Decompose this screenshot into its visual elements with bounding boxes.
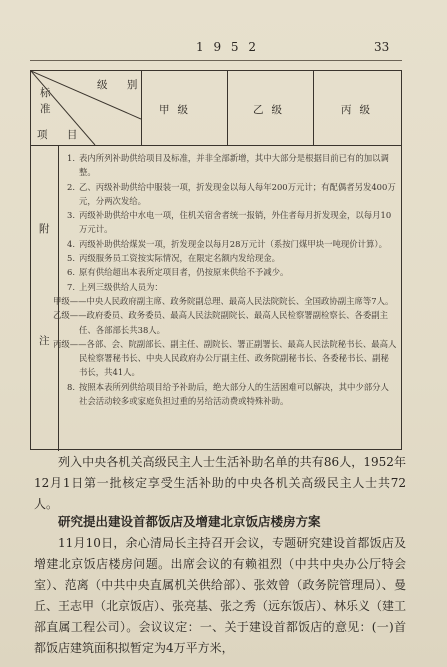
note-subitem: 乙级——政府委员、政务委员、最高人民法院副院长、最高人民检察署副检察长、各委副主任、各部部长共38人。 (53, 310, 388, 335)
header-col-grade-a: 甲级 (159, 104, 196, 116)
note-item: 8. 按照本表所列供给项目给予补助后，绝大部分人的生活困难可以解决，其中少部分人社会活动较多或家庭负担过重的另给活动费或特殊补助。 (67, 381, 389, 407)
side-label-char-2: 注 (39, 335, 50, 347)
note-item: 4. 丙级补助供给煤炭一项，折发现金以每月28万元计（系按门煤甲块一吨现价计算）。 (67, 238, 387, 249)
header-corner-item: 项 目 (37, 129, 86, 141)
header-rule (30, 60, 402, 61)
header-corner-standard: 标 准 (40, 87, 51, 115)
paragraph-subsidy-summary: 列入中央各机关高级民主人士生活补助名单的共有86人，1952年12月1日第一批核定享受生活补助的中央各机关高级民主人士共72人。 (34, 455, 406, 511)
note-subitem: 甲级——中央人民政府副主席、政务院副总理、最高人民法院院长、全国政协副主席等7人。 (53, 295, 394, 306)
note-item: 3. 丙级补助供给中水电一项，住机关宿舍者统一报销，外住者每月折发现金，以每月10万元计。 (67, 210, 392, 235)
header-corner-grade: 级 别 (97, 79, 146, 91)
table-header-row (31, 71, 401, 145)
note-item: 6. 原有供给超出本表所定项目者，仍按原来供给不予减少。 (67, 267, 289, 278)
running-header-year: 1 9 5 2 (196, 40, 259, 54)
col-divider-1 (141, 71, 142, 145)
page-number: 33 (374, 40, 390, 54)
table-notes (53, 151, 397, 408)
header-bottom-rule (31, 145, 401, 146)
note-item: 2. 乙、丙级补助供给中服装一项，折发现金以每人每年200万元计；有配偶者另发400万元，分两次发给。 (67, 181, 396, 206)
note-item: 5. 丙级服务员工资按实际情况，在限定名额内发给现金。 (67, 253, 280, 264)
note-item: 7. 上列三级供给人员为： (67, 281, 163, 292)
col-divider-3 (313, 71, 314, 145)
subsidy-standards-table (30, 70, 402, 450)
header-col-grade-c: 丙级 (341, 104, 378, 116)
header-col-grade-b: 乙级 (253, 104, 290, 116)
note-subitem: 丙级——各部、会、院副部长、副主任、副院长、署正副署长、最高人民法院秘书长、最高人民检察署秘书长、中央人民政府办公厅副主任、政务院副秘书长、各委秘书长、副秘书长，共41人。 (53, 338, 397, 378)
side-label-char-1: 附 (39, 223, 50, 235)
col-divider-2 (227, 71, 228, 145)
section-heading: 研究提出建设首都饭店及增建北京饭店楼房方案 (58, 514, 321, 529)
note-item: 1. 表内所列补助供给项目及标准，并非全部新增，其中大部分是根据目前已有的加以调整。 (67, 153, 389, 178)
paragraph-meeting: 11月10日，余心清局长主持召开会议，专题研究建设首都饭店及增建北京饭店楼房问题。出席会议的有赖祖烈（中共中央办公厅特会室）、范离（中共中央直属机关供给部）、张效曾（政务院管理局）、曼丘、王志甲（北京饭店）、张亮基、张之秀（远东饭店）、林乐义（建工部直属工程公司）。会议议定：一、关于建设首都饭店的意见：(一)首都饭店建筑面积拟暂定为4万平方米， (34, 536, 407, 655)
